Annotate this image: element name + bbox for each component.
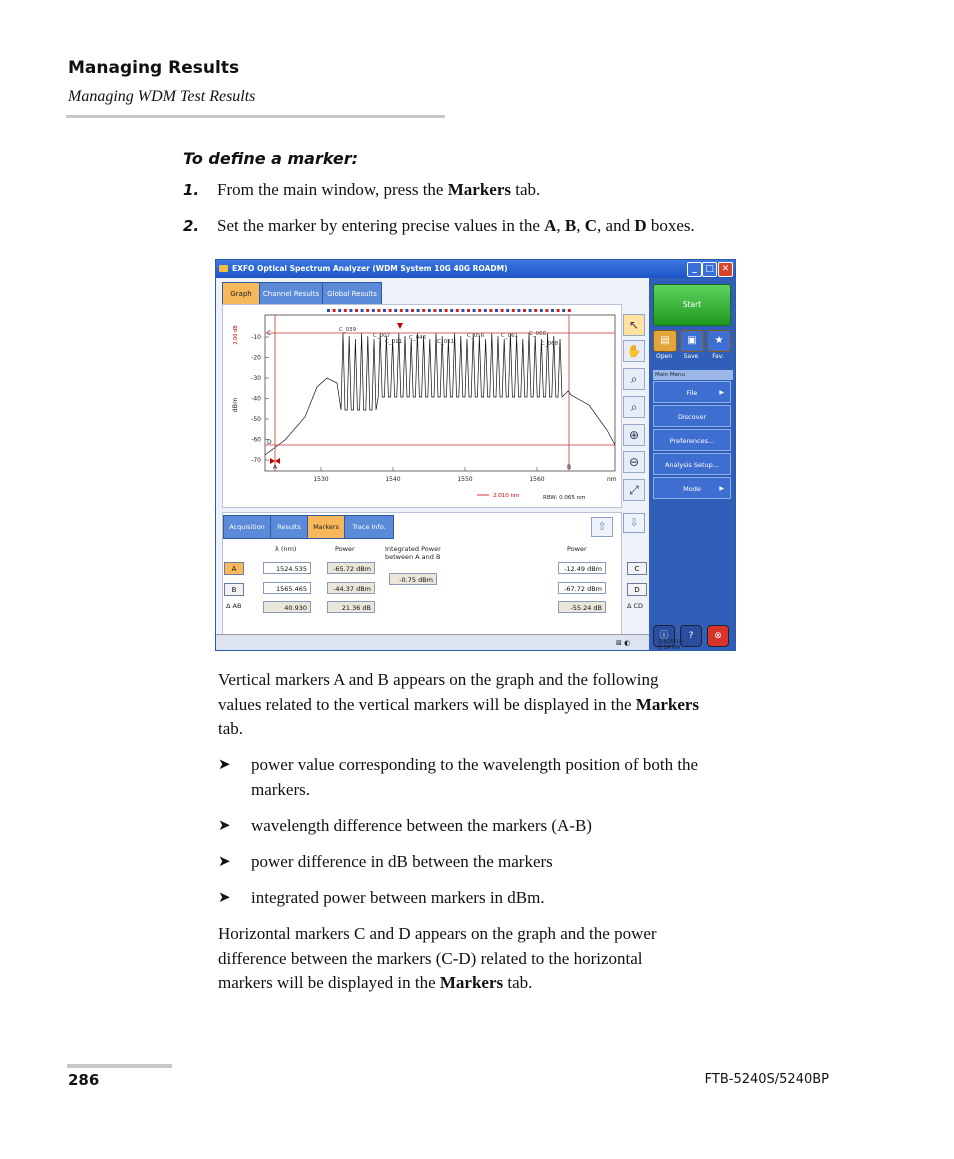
- channel-flag: [523, 309, 526, 312]
- header-rule: [66, 115, 445, 118]
- channel-flag: [512, 309, 515, 312]
- marker-a-label: A: [273, 464, 278, 471]
- tab-markers[interactable]: Markers: [307, 515, 345, 539]
- tab-graph[interactable]: Graph: [222, 282, 260, 306]
- step-bold: Markers: [447, 180, 511, 199]
- arrow-bullet-icon: ➤: [218, 757, 231, 773]
- channel-flag: [517, 309, 520, 312]
- tab-results[interactable]: Results: [270, 515, 308, 539]
- save-label: Save: [683, 353, 699, 360]
- channel-flag: [400, 309, 403, 312]
- zoom-out-icon[interactable]: ⊖: [623, 451, 645, 473]
- tab-channel-results[interactable]: Channel Results: [259, 282, 323, 306]
- app-title: EXFO Optical Spectrum Analyzer (WDM System 10G 40G ROADM): [232, 264, 508, 273]
- close-icon[interactable]: ✕: [718, 262, 733, 277]
- channel-flag: [344, 309, 347, 312]
- tab-trace-info[interactable]: Trace Info.: [344, 515, 394, 539]
- ab-power-field: 21.36 dB: [327, 601, 375, 613]
- channel-flag: [361, 309, 364, 312]
- footer-rule: [67, 1064, 172, 1068]
- b-power-field: -44.37 dBm: [327, 582, 375, 594]
- channel-flag: [456, 309, 459, 312]
- channel-label: C_039: [339, 327, 357, 333]
- y-tick-label: -30: [251, 375, 261, 382]
- menu-item-preferences[interactable]: [653, 429, 731, 451]
- minimize-icon[interactable]: _: [687, 262, 702, 277]
- procedure-title: To define a marker:: [183, 149, 359, 168]
- y-tick-label: -50: [251, 416, 261, 423]
- channel-flag: [411, 309, 414, 312]
- status-icons: ⊠ ◐: [616, 639, 631, 647]
- marker-b-button[interactable]: B: [224, 583, 244, 596]
- channel-flag: [366, 309, 369, 312]
- save-icon[interactable]: ▣: [680, 330, 704, 352]
- app-screenshot: [215, 259, 736, 651]
- marker-c-label: C: [267, 330, 272, 337]
- channel-flag: [562, 309, 565, 312]
- channel-flag: [372, 309, 375, 312]
- para-bold: Markers: [635, 694, 700, 714]
- caret-right-icon: ▶: [719, 389, 724, 396]
- step-text: From the main window, press the: [217, 180, 448, 199]
- channel-flag: [338, 309, 341, 312]
- channel-flag: [467, 309, 470, 312]
- sep: ,: [556, 216, 565, 235]
- arrow-bullet-icon: ➤: [218, 890, 231, 906]
- para-line: tab.: [503, 973, 533, 992]
- favorite-star-icon[interactable]: ★: [707, 330, 731, 352]
- channel-flag: [333, 309, 336, 312]
- app-titlebar: [216, 260, 735, 278]
- col-lambda: λ (nm): [275, 545, 297, 553]
- menu-label: File: [686, 389, 698, 397]
- menu-label: Preferences...: [669, 437, 715, 445]
- main-menu-header: Main Menu: [653, 370, 733, 380]
- sep: ,: [576, 216, 585, 235]
- para-line: Vertical markers A and B appears on the graph and the following: [218, 670, 659, 689]
- channel-flag: [461, 309, 464, 312]
- para-line: values related to the vertical markers will be displayed in the: [218, 694, 636, 714]
- y-axis-label: dBm: [231, 397, 239, 413]
- col-power: Power: [335, 545, 355, 553]
- channel-flag: [557, 309, 560, 312]
- tab-global-results[interactable]: Global Results: [322, 282, 382, 306]
- bullet-text: power value corresponding to the wavelength position of both the: [251, 755, 699, 774]
- cd-power-field: -55.24 dB: [558, 601, 606, 613]
- menu-label: Analysis Setup...: [665, 461, 719, 469]
- channel-flag: [545, 309, 548, 312]
- spectrum-svg[interactable]: [223, 305, 621, 507]
- zoom-area-icon[interactable]: ⌕: [623, 368, 645, 390]
- step-1: [183, 180, 540, 200]
- bullet-item: [218, 753, 818, 802]
- channel-label: C_066: [529, 331, 547, 337]
- open-label: Open: [655, 353, 673, 360]
- para-line: tab.: [218, 719, 244, 738]
- paragraph-vertical-markers: [218, 668, 818, 742]
- paragraph-horizontal-markers: [218, 922, 818, 996]
- menu-label: Mode: [683, 485, 701, 493]
- step-text: boxes.: [646, 216, 695, 235]
- channel-flag: [355, 309, 358, 312]
- channel-flag: [327, 309, 330, 312]
- channel-flag: [506, 309, 509, 312]
- para-line: difference between the markers (C-D) related to the horizontal: [218, 948, 643, 968]
- integrated-power-field: -0.75 dBm: [389, 573, 437, 585]
- marker-c-button[interactable]: C: [627, 562, 647, 575]
- y-scale-label: 2.00 dB: [233, 325, 239, 345]
- channel-flag: [568, 309, 571, 312]
- section-title: Managing Results: [68, 58, 240, 78]
- delta-ab-label: Δ AB: [226, 602, 242, 610]
- x-tick-label: 1530: [313, 476, 329, 483]
- channel-flag: [551, 309, 554, 312]
- pan-hand-icon[interactable]: ✋: [623, 340, 645, 362]
- a-power-field: -65.72 dBm: [327, 562, 375, 574]
- channel-flag: [478, 309, 481, 312]
- channel-flag: [445, 309, 448, 312]
- section-subtitle: Managing WDM Test Results: [68, 88, 256, 105]
- y-tick-label: -60: [251, 436, 261, 444]
- x-scale-label: 2.010 nm: [493, 493, 520, 499]
- status-bar: [216, 634, 683, 651]
- x-unit-label: nm: [607, 476, 617, 483]
- channel-flag: [389, 309, 392, 312]
- marker-d-label: D: [267, 439, 272, 446]
- para-line: Horizontal markers C and D appears on the graph and the power: [218, 924, 657, 943]
- y-tick-label: -40: [251, 395, 261, 403]
- channel-flag: [383, 309, 386, 312]
- fav-label: Fav.: [712, 353, 724, 360]
- pointer-tool-icon[interactable]: ↖: [623, 314, 645, 336]
- spectrum-graph[interactable]: [222, 304, 622, 508]
- y-tick-label: -20: [251, 354, 261, 362]
- model-name: FTB-5240S/5240BP: [704, 1072, 829, 1087]
- y-tick-label: -70: [251, 457, 261, 464]
- box-b: B: [564, 216, 577, 235]
- step-text: Set the marker by entering precise values in the: [217, 216, 545, 235]
- step-2: [183, 216, 695, 236]
- ab-lambda-field: 40.930: [263, 601, 311, 613]
- channel-flag: [540, 309, 543, 312]
- para-line: markers will be displayed in the: [218, 973, 440, 992]
- channel-label: C_007: [373, 333, 391, 339]
- channel-flag: [377, 309, 380, 312]
- col-integrated: Integrated Power: [385, 545, 441, 553]
- para-bold: Markers: [439, 973, 504, 992]
- bullet-item: [218, 886, 818, 911]
- help-icon[interactable]: ?: [680, 625, 702, 647]
- scroll-up-icon[interactable]: ⇧: [591, 517, 613, 537]
- x-tick-label: 1560: [529, 476, 545, 483]
- menu-label: Discover: [677, 413, 707, 421]
- info-icon[interactable]: ⓘ: [653, 625, 675, 647]
- channel-flag: [433, 309, 436, 312]
- arrow-bullet-icon: ➤: [218, 854, 231, 870]
- full-scale-icon[interactable]: ⤢: [623, 479, 645, 501]
- marker-a-button[interactable]: A: [224, 562, 244, 575]
- zoom-in-icon[interactable]: ⊕: [623, 424, 645, 446]
- box-a: A: [544, 216, 557, 235]
- channel-flag: [495, 309, 498, 312]
- bullet-item: [218, 850, 818, 875]
- bullet-text: integrated power between markers in dBm.: [251, 888, 545, 907]
- x-tick-label: 1540: [385, 476, 401, 483]
- tab-acquisition[interactable]: Acquisition: [223, 515, 271, 539]
- zoom-fit-icon[interactable]: ⌕: [623, 396, 645, 418]
- channel-flag: [534, 309, 537, 312]
- channel-label: C_011: [385, 339, 403, 345]
- menu-item-analysis-setup[interactable]: [653, 453, 731, 475]
- channel-flag: [422, 309, 425, 312]
- right-panel: [649, 278, 735, 650]
- channel-flag: [484, 309, 487, 312]
- channel-flag: [394, 309, 397, 312]
- channel-flag: [417, 309, 420, 312]
- a-lambda-field[interactable]: 1524.535: [263, 562, 311, 574]
- bullet-text: markers.: [251, 779, 311, 799]
- box-d: D: [634, 216, 647, 235]
- channel-flag: [489, 309, 492, 312]
- col-integrated-2: between A and B: [385, 553, 441, 561]
- channel-label: C_051: [437, 339, 455, 345]
- bullet-text: power difference in dB between the markers: [251, 852, 553, 871]
- step-number: 2.: [183, 217, 200, 235]
- menu-item-discover[interactable]: [653, 405, 731, 427]
- y-tick-label: -10: [251, 334, 261, 341]
- markers-panel: [222, 512, 644, 650]
- arrow-bullet-icon: ➤: [218, 818, 231, 834]
- c-power-field[interactable]: -12.49 dBm: [558, 562, 606, 574]
- marker-b-label: B: [567, 464, 572, 471]
- channel-flag: [501, 309, 504, 312]
- channel-flag: [439, 309, 442, 312]
- d-power-field[interactable]: -67.72 dBm: [558, 582, 606, 594]
- menu-item-file[interactable]: [653, 381, 731, 403]
- channel-flag: [405, 309, 408, 312]
- channel-label: C_068: [541, 341, 559, 347]
- channel-flag: [428, 309, 431, 312]
- bullet-text: wavelength difference between the markers (A-B): [251, 816, 592, 835]
- caret-right-icon: ▶: [719, 485, 724, 492]
- rbw-label: RBW: 0.065 nm: [543, 495, 586, 501]
- delta-cd-label: Δ CD: [627, 602, 644, 610]
- box-c: C: [584, 216, 598, 235]
- sep: , and: [597, 216, 635, 235]
- maximize-icon[interactable]: □: [702, 262, 717, 277]
- channel-label: C_056: [467, 333, 485, 339]
- b-lambda-field[interactable]: 1565.465: [263, 582, 311, 594]
- channel-flag: [349, 309, 352, 312]
- page-number: 286: [68, 1071, 100, 1089]
- col-power-right: Power: [567, 545, 587, 553]
- menu-item-mode[interactable]: [653, 477, 731, 499]
- status-time: 1/5/2010 6:14 PM: [658, 639, 683, 651]
- exit-icon[interactable]: ⊗: [707, 625, 729, 647]
- app-logo-icon: [219, 265, 228, 272]
- channel-label: C_061: [501, 333, 519, 339]
- step-number: 1.: [183, 181, 200, 199]
- open-folder-icon[interactable]: ▤: [653, 330, 677, 352]
- scroll-down-icon[interactable]: ⇩: [623, 513, 645, 533]
- channel-flag: [473, 309, 476, 312]
- start-button[interactable]: Start: [653, 284, 731, 326]
- x-tick-label: 1550: [457, 476, 473, 483]
- channel-flag: [450, 309, 453, 312]
- step-text: tab.: [511, 180, 541, 199]
- marker-d-button[interactable]: D: [627, 583, 647, 596]
- channel-flag: [529, 309, 532, 312]
- channel-label: C_046: [409, 335, 427, 341]
- bullet-item: [218, 814, 818, 839]
